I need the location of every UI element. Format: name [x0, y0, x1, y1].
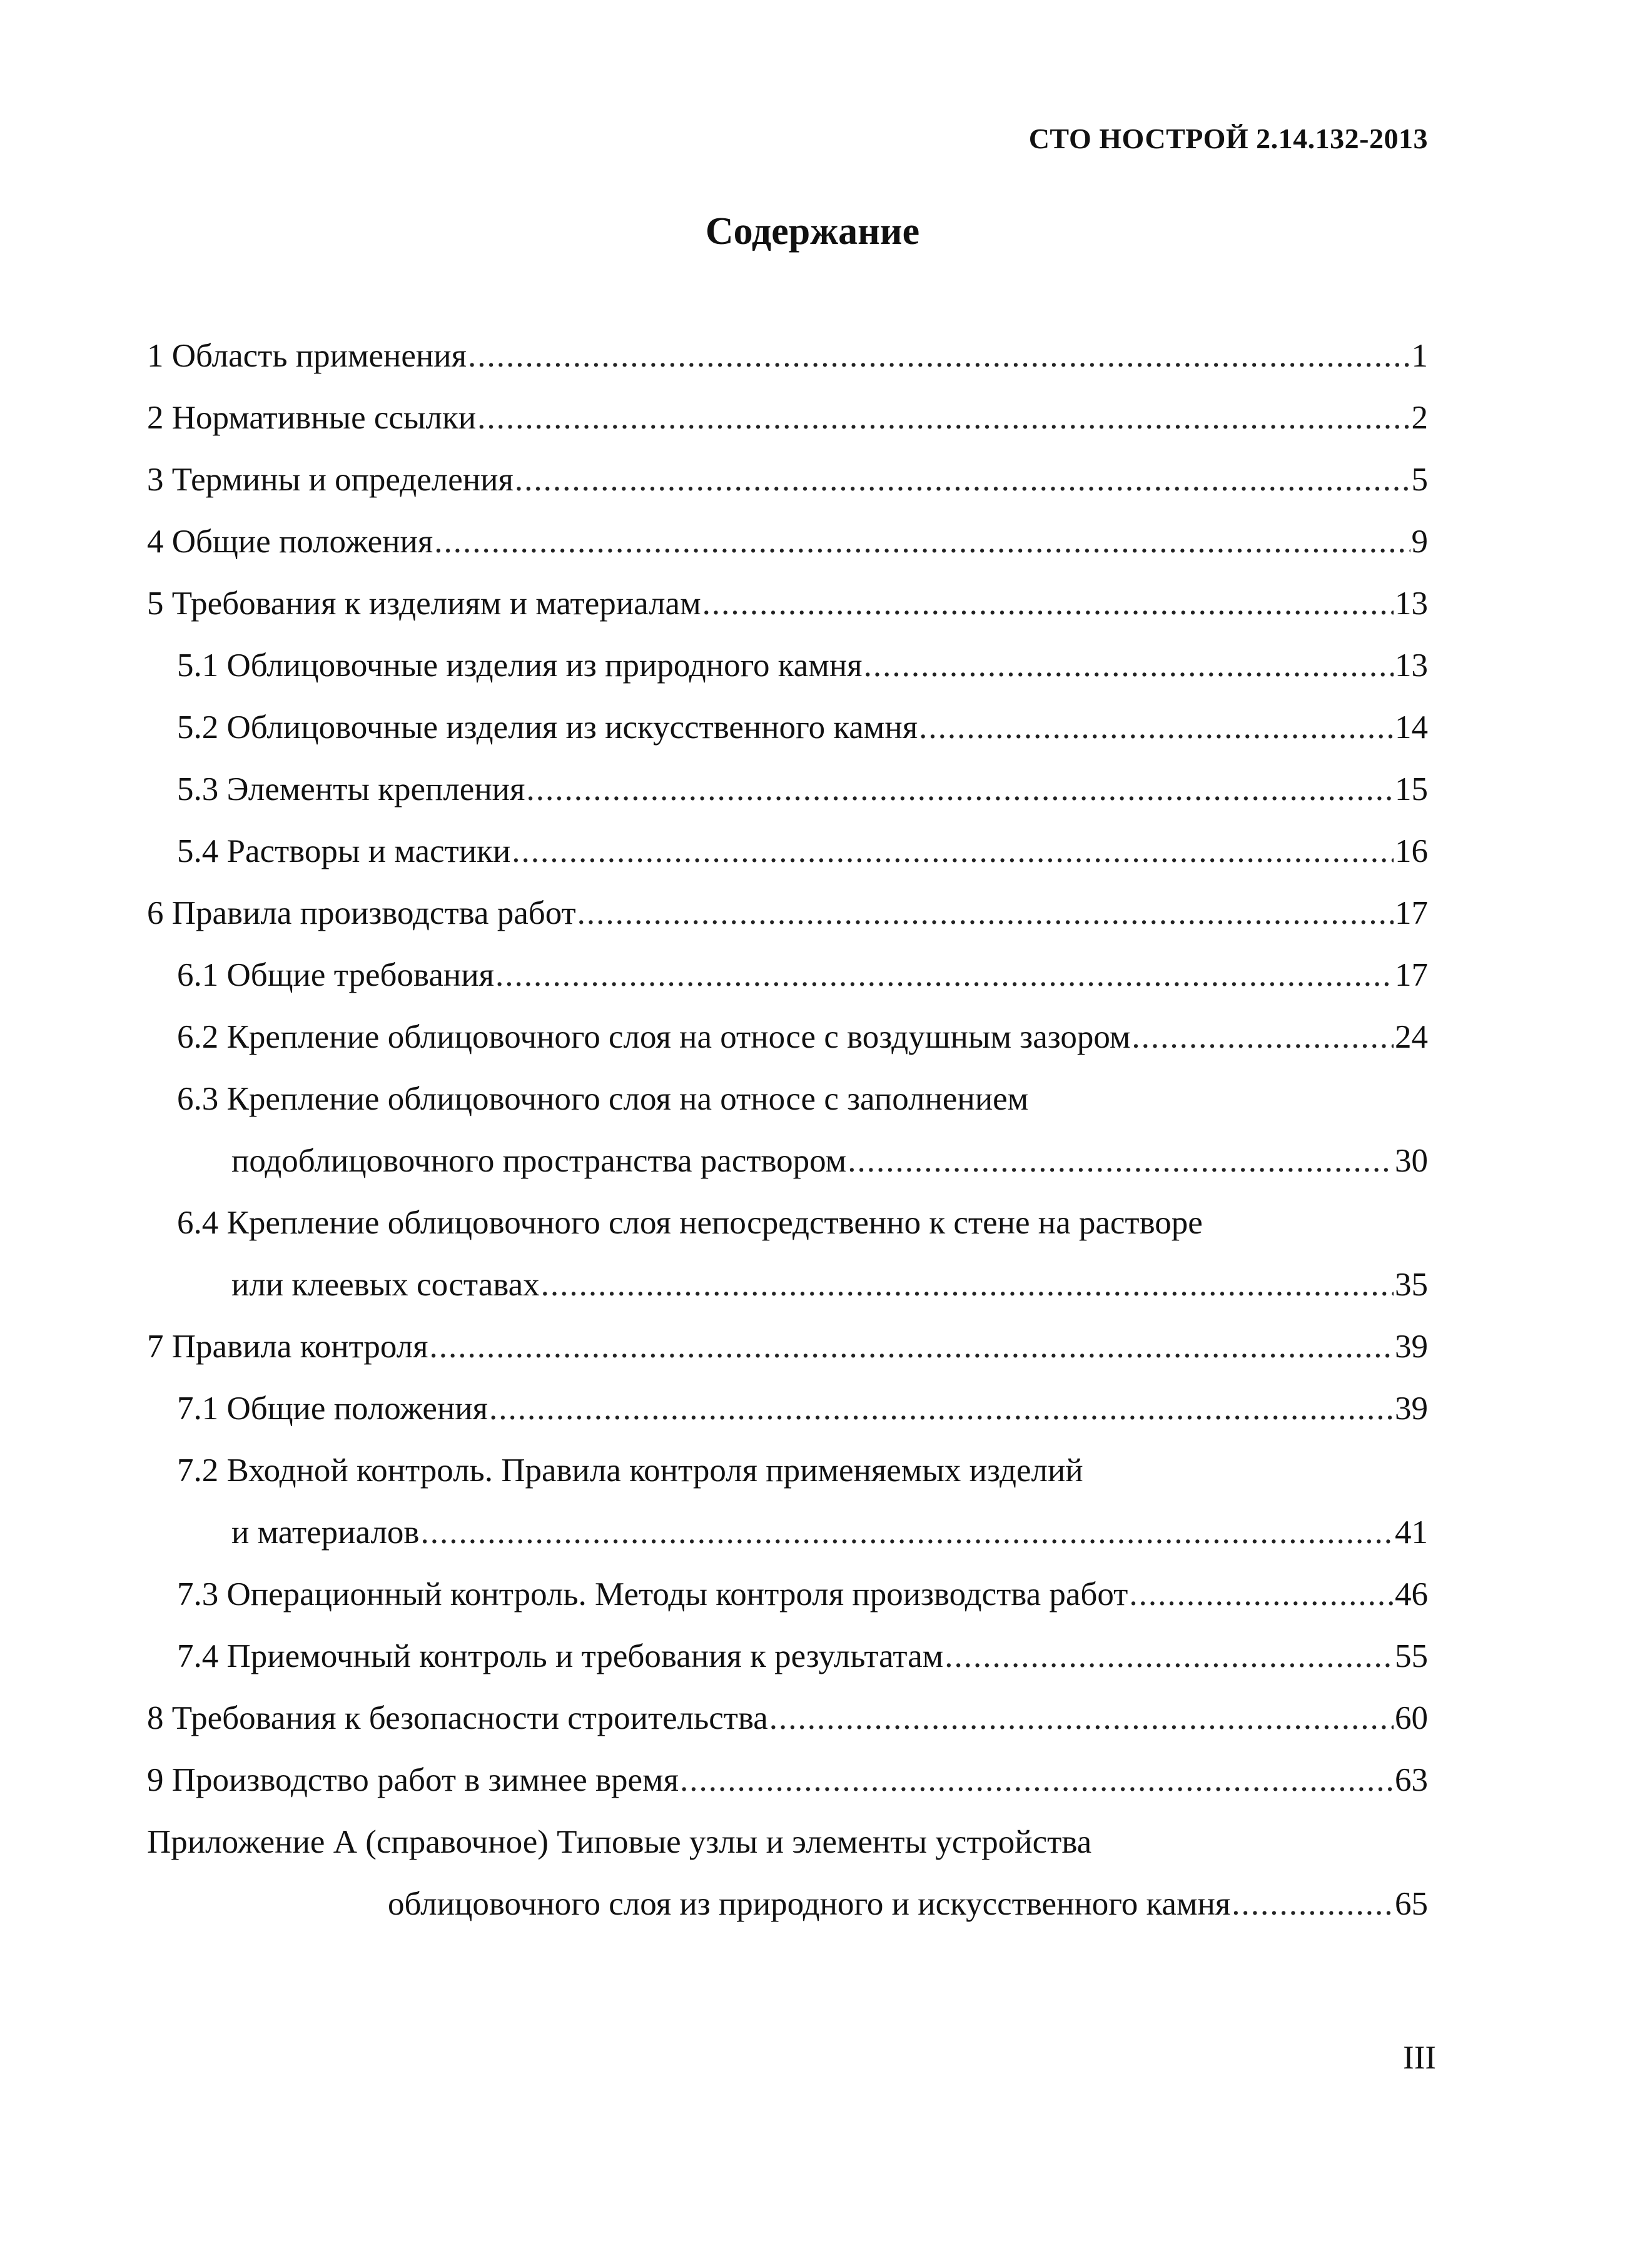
toc-entry-label-continued: или клеевых составах — [231, 1267, 540, 1303]
toc-entry-label: Приложение А (справочное) Типовые узлы и элементы устройства — [147, 1824, 1092, 1860]
dot-leader — [680, 1749, 1394, 1811]
toc-entry-label: 5.4 Растворы и мастики — [177, 833, 511, 869]
toc-entry-label: 6.2 Крепление облицовочного слоя на относе с воздушным зазором — [177, 1019, 1131, 1055]
toc-entry-label-continued: подоблицовочного пространства раствором — [231, 1143, 847, 1179]
toc-entry-7-2-continued[interactable] — [147, 1502, 1428, 1564]
toc-entry-7-4[interactable] — [147, 1626, 1428, 1688]
toc-entry-5-1[interactable] — [147, 635, 1428, 697]
toc-entry-page: 1 — [1411, 338, 1428, 374]
dot-leader — [515, 449, 1410, 511]
toc-entry-6-3[interactable] — [147, 1068, 1428, 1130]
toc-entry-1[interactable] — [147, 325, 1428, 387]
toc-entry-page: 39 — [1395, 1390, 1428, 1427]
toc-entry-label-continued: облицовочного слоя из природного и искусственного камня — [388, 1886, 1231, 1922]
toc-entry-label: 6.4 Крепление облицовочного слоя непосредственно к стене на растворе — [177, 1205, 1203, 1241]
toc-entry-label: 5.1 Облицовочные изделия из природного камня — [177, 647, 863, 684]
dot-leader — [1129, 1564, 1394, 1626]
toc-entry-page: 2 — [1411, 400, 1428, 436]
toc-entry-page: 16 — [1395, 833, 1428, 869]
toc-entry-page: 60 — [1395, 1700, 1428, 1736]
toc-entry-label: 7.4 Приемочный контроль и требования к результатам — [177, 1638, 944, 1674]
toc-entry-label: 7.1 Общие положения — [177, 1390, 489, 1427]
toc-entry-page: 17 — [1395, 895, 1428, 931]
dot-leader — [769, 1688, 1394, 1749]
toc-entry-6-3-continued[interactable] — [147, 1130, 1428, 1192]
toc-entry-label: 7.2 Входной контроль. Правила контроля применяемых изделий — [177, 1452, 1083, 1489]
toc-entry-label: 7.3 Операционный контроль. Методы контроля производства работ — [177, 1576, 1128, 1612]
toc-entry-page: 24 — [1395, 1019, 1428, 1055]
toc-entry-page: 35 — [1395, 1267, 1428, 1303]
toc-entry-7-1[interactable] — [147, 1378, 1428, 1440]
toc-entry-page: 15 — [1395, 771, 1428, 807]
toc-entry-page: 13 — [1395, 647, 1428, 684]
toc-entry-label: 2 Нормативные ссылки — [147, 400, 477, 436]
toc-entry-label: 6.1 Общие требования — [177, 957, 494, 993]
toc-entry-6-4-continued[interactable] — [147, 1254, 1428, 1316]
toc-entry-6-4[interactable] — [147, 1192, 1428, 1254]
toc-entry-page: 30 — [1395, 1143, 1428, 1179]
dot-leader — [944, 1626, 1394, 1688]
toc-entry-page: 46 — [1395, 1576, 1428, 1612]
toc-entry-7-3[interactable] — [147, 1564, 1428, 1626]
toc-entry-label: 4 Общие положения — [147, 524, 433, 560]
dot-leader — [434, 511, 1410, 573]
toc-entry-page: 9 — [1411, 524, 1428, 560]
toc-entry-label: 9 Производство работ в зимнее время — [147, 1762, 679, 1798]
toc-entry-appendix-a[interactable] — [147, 1811, 1428, 1873]
toc-entry-page: 39 — [1395, 1329, 1428, 1365]
toc-entry-page: 14 — [1395, 709, 1428, 746]
page-title: Содержание — [705, 210, 920, 253]
toc-entry-5[interactable] — [147, 573, 1428, 635]
dot-leader — [526, 759, 1394, 821]
table-of-contents — [147, 325, 1428, 1935]
toc-entry-6-1[interactable] — [147, 944, 1428, 1006]
toc-entry-appendix-a-continued[interactable] — [147, 1873, 1428, 1935]
toc-entry-label: 6 Правила производства работ — [147, 895, 576, 931]
toc-entry-page: 63 — [1395, 1762, 1428, 1798]
toc-entry-6[interactable] — [147, 883, 1428, 944]
toc-entry-5-3[interactable] — [147, 759, 1428, 821]
toc-entry-7[interactable] — [147, 1316, 1428, 1378]
toc-entry-2[interactable] — [147, 387, 1428, 449]
toc-entry-label: 1 Область применения — [147, 338, 467, 374]
page-number: III — [1403, 2040, 1436, 2076]
toc-entry-3[interactable] — [147, 449, 1428, 511]
toc-entry-5-2[interactable] — [147, 697, 1428, 759]
toc-entry-4[interactable] — [147, 511, 1428, 573]
dot-leader — [468, 325, 1410, 387]
toc-entry-page: 5 — [1411, 462, 1428, 498]
toc-entry-page: 41 — [1395, 1514, 1428, 1551]
toc-entry-page: 13 — [1395, 585, 1428, 622]
toc-entry-page: 55 — [1395, 1638, 1428, 1674]
dot-leader — [489, 1378, 1394, 1440]
toc-entry-7-2[interactable] — [147, 1440, 1428, 1502]
toc-entry-label: 5.2 Облицовочные изделия из искусственного камня — [177, 709, 918, 746]
dot-leader — [495, 944, 1394, 1006]
toc-entry-label: 3 Термины и определения — [147, 462, 514, 498]
dot-leader — [1131, 1006, 1394, 1068]
dot-leader — [477, 387, 1410, 449]
dot-leader — [1232, 1873, 1394, 1935]
dot-leader — [420, 1502, 1394, 1564]
dot-leader — [702, 573, 1394, 635]
toc-entry-label: 5 Требования к изделиям и материалам — [147, 585, 701, 622]
toc-entry-page: 65 — [1395, 1886, 1428, 1922]
dot-leader — [848, 1130, 1394, 1192]
dot-leader — [864, 635, 1394, 697]
dot-leader — [541, 1254, 1394, 1316]
toc-entry-label-continued: и материалов — [231, 1514, 420, 1551]
toc-entry-label: 5.3 Элементы крепления — [177, 771, 525, 807]
toc-entry-8[interactable] — [147, 1688, 1428, 1749]
toc-entry-label: 7 Правила контроля — [147, 1329, 428, 1365]
toc-entry-page: 17 — [1395, 957, 1428, 993]
toc-entry-5-4[interactable] — [147, 821, 1428, 883]
document-code-header: СТО НОСТРОЙ 2.14.132-2013 — [1028, 123, 1428, 154]
dot-leader — [919, 697, 1394, 759]
toc-entry-6-2[interactable] — [147, 1006, 1428, 1068]
toc-entry-label: 6.3 Крепление облицовочного слоя на относе с заполнением — [177, 1081, 1029, 1117]
dot-leader — [577, 883, 1394, 944]
dot-leader — [430, 1316, 1394, 1378]
toc-entry-label: 8 Требования к безопасности строительства — [147, 1700, 768, 1736]
toc-entry-9[interactable] — [147, 1749, 1428, 1811]
dot-leader — [512, 821, 1394, 883]
